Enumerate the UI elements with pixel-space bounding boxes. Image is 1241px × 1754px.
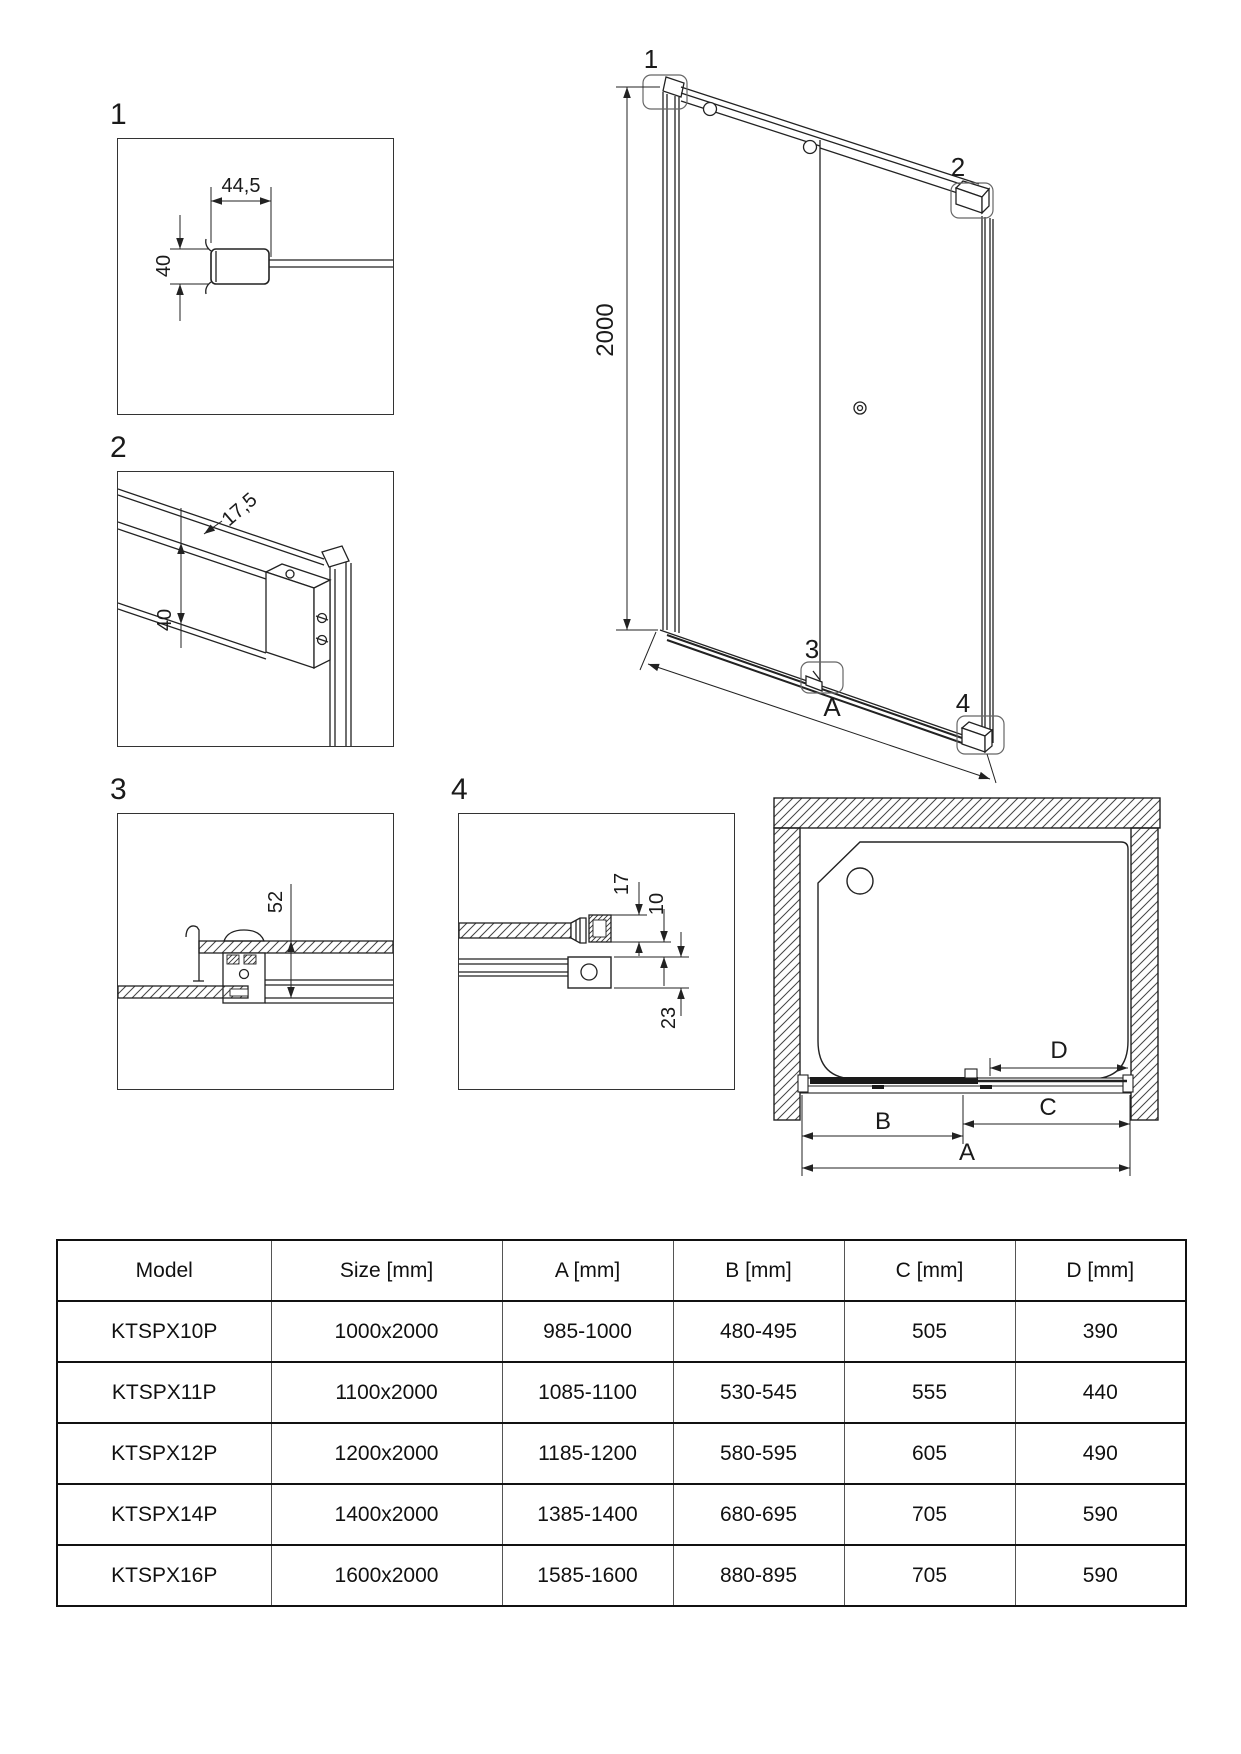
detail-3-label: 3 [110, 773, 127, 806]
table-row [57, 1423, 1186, 1484]
iso-marker-3: 3 [804, 634, 820, 664]
detail-3-drawing [118, 814, 393, 1089]
plan-dim-a: A [958, 1139, 976, 1166]
table-cell: KTSPX11P [57, 1362, 271, 1423]
detail-1-dim-height: 40 [153, 254, 175, 278]
iso-marker-4: 4 [955, 688, 971, 718]
iso-marker-2: 2 [950, 152, 966, 182]
table-cell: 505 [844, 1301, 1015, 1362]
detail-2-dim-offset: 17,5 [217, 488, 262, 531]
isometric-geometry [616, 75, 1004, 783]
table-row [57, 1362, 1186, 1423]
iso-dim-height: 2000 [592, 303, 619, 357]
detail-1-geometry [170, 187, 393, 321]
detail-3-box [117, 813, 394, 1090]
detail-1-box [117, 138, 394, 415]
table-cell: KTSPX16P [57, 1545, 271, 1606]
table-cell: 1185-1200 [502, 1423, 673, 1484]
table-cell: 705 [844, 1484, 1015, 1545]
table-cell: 555 [844, 1362, 1015, 1423]
plan-geometry [774, 798, 1160, 1176]
detail-4-dim-mid: 10 [646, 892, 668, 916]
detail-4-dim-top: 17 [611, 872, 633, 896]
table-cell: 985-1000 [502, 1301, 673, 1362]
detail-1-drawing [118, 139, 393, 414]
table-row [57, 1484, 1186, 1545]
detail-1-dim-width: 44,5 [221, 175, 261, 197]
table-cell: 530-545 [673, 1362, 844, 1423]
iso-dim-width-label: A [823, 692, 841, 722]
spec-table [56, 1239, 1187, 1607]
detail-4-box [458, 813, 735, 1090]
plan-dim-b: B [874, 1108, 892, 1135]
table-row [57, 1301, 1186, 1362]
plan-dim-d: D [1050, 1037, 1068, 1064]
plan-view [760, 795, 1180, 1185]
table-cell: 590 [1015, 1545, 1186, 1606]
table-cell: 1600x2000 [271, 1545, 502, 1606]
table-cell: 480-495 [673, 1301, 844, 1362]
detail-3-geometry [118, 884, 393, 1003]
table-cell: 1100x2000 [271, 1362, 502, 1423]
iso-marker-1: 1 [643, 44, 659, 74]
table-cell: 490 [1015, 1423, 1186, 1484]
col-header-a: A [mm] [502, 1240, 673, 1301]
detail-3-dim-height: 52 [265, 890, 287, 914]
detail-1-label: 1 [110, 98, 127, 131]
table-cell: 1000x2000 [271, 1301, 502, 1362]
table-cell: 580-595 [673, 1423, 844, 1484]
detail-4-dim-bottom: 23 [658, 1006, 680, 1030]
col-header-b: B [mm] [673, 1240, 844, 1301]
table-cell: KTSPX10P [57, 1301, 271, 1362]
table-cell: 1400x2000 [271, 1484, 502, 1545]
col-header-size: Size [mm] [271, 1240, 502, 1301]
table-cell: 1085-1100 [502, 1362, 673, 1423]
plan-dim-c: C [1039, 1094, 1057, 1121]
isometric-view [530, 30, 1020, 795]
table-row [57, 1545, 1186, 1606]
table-cell: 605 [844, 1423, 1015, 1484]
table-cell: KTSPX12P [57, 1423, 271, 1484]
detail-2-drawing [118, 472, 393, 746]
col-header-d: D [mm] [1015, 1240, 1186, 1301]
col-header-c: C [mm] [844, 1240, 1015, 1301]
table-cell: 680-695 [673, 1484, 844, 1545]
table-cell: KTSPX14P [57, 1484, 271, 1545]
detail-2-dim-height: 40 [154, 608, 176, 632]
spec-table-header-row [57, 1240, 1186, 1301]
detail-2-label: 2 [110, 431, 127, 464]
table-cell: 705 [844, 1545, 1015, 1606]
table-cell: 390 [1015, 1301, 1186, 1362]
detail-2-box [117, 471, 394, 747]
table-cell: 1585-1600 [502, 1545, 673, 1606]
table-cell: 440 [1015, 1362, 1186, 1423]
col-header-model: Model [135, 1258, 193, 1282]
detail-4-label: 4 [451, 773, 468, 806]
table-cell: 1385-1400 [502, 1484, 673, 1545]
detail-4-drawing [459, 814, 734, 1089]
table-cell: 880-895 [673, 1545, 844, 1606]
table-cell: 1200x2000 [271, 1423, 502, 1484]
table-cell: 590 [1015, 1484, 1186, 1545]
